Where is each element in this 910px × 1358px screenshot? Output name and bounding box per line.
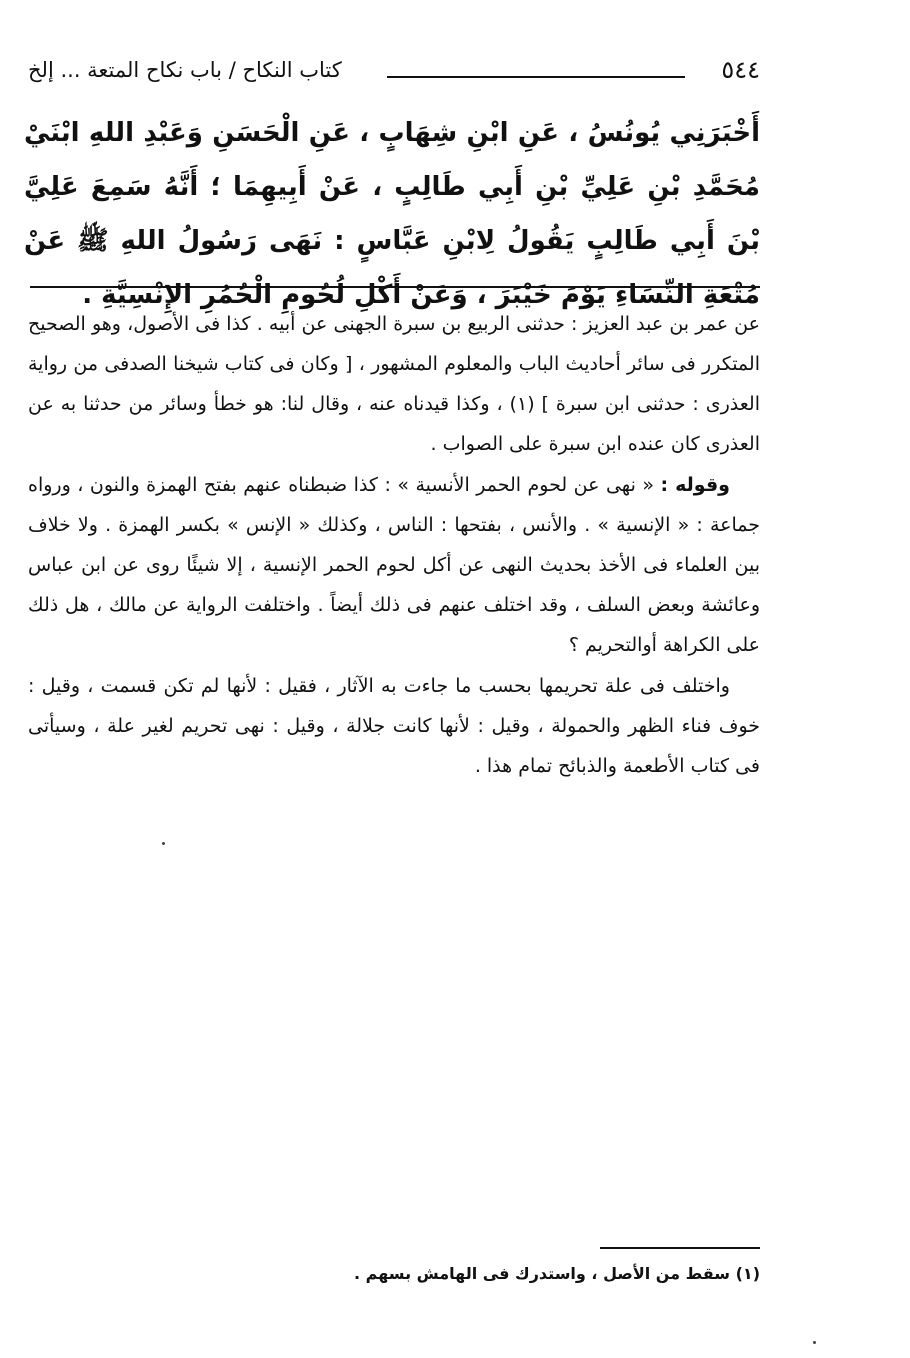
running-header — [28, 52, 760, 92]
commentary-paragraph-2 — [28, 465, 760, 665]
footnote: (١) سقط من الأصل ، واستدرك فى الهامش بسهم . — [354, 1264, 760, 1283]
commentary-paragraph-3: واختلف فى علة تحريمها بحسب ما جاءت به الآثار ، فقيل : لأنها لم تكن قسمت ، وقيل : خوف فناء الظهر والحمولة ، وقيل : لأنها كانت جلالة ، وقيل : نهى تحريم لغير علة ، وسيأتى فى كتاب الأطعمة والذبائح تمام هذا . — [28, 675, 760, 777]
scan-speck — [162, 842, 165, 845]
commentary-lead: وقوله : — [660, 474, 730, 496]
commentary-paragraph-2-body: « نهى عن لحوم الحمر الأنسية » : كذا ضبطناه عنهم بفتح الهمزة والنون ، ورواه جماعة : « الإنسية » . والأنس ، بفتحها : الناس ، وكذلك « الإنس » بكسر الهمزة . ولا خلاف بين العلماء فى الأخذ بحديث النهى عن أكل لحوم الحمر الإنسية ، إلا شيئًا روى عن ابن عباس وعائشة وبعض السلف ، وقد اختلف عنهم فى ذلك أيضاً . واختلفت الرواية عن مالك ، هل ذلك على الكراهة أوالتحريم ؟ — [28, 474, 760, 656]
commentary — [28, 304, 760, 786]
scan-speck — [813, 1341, 816, 1344]
footnote-divider — [600, 1247, 760, 1249]
hadith-text: أَخْبَرَنِي يُونُسُ ، عَنِ ابْنِ شِهَابٍ ، عَنِ الْحَسَنِ وَعَبْدِ اللهِ ابْنَيْ مُحَمَّدِ بْنِ عَلِيِّ بْنِ أَبِي طَالِبٍ ، عَنْ أَبِيهِمَا ؛ أَنَّهُ سَمِعَ عَلِيَّ بْنَ أَبِي طَالِبٍ يَقُولُ لِابْنِ عَبَّاسٍ : نَهَى رَسُولُ اللهِ ﷺ عَنْ مُتْعَةِ النِّسَاءِ يَوْمَ خَيْبَرَ ، وَعَنْ أَكْلِ لُحُومِ الْحُمُرِ الإِنْسِيَّةِ . — [24, 118, 760, 310]
running-title: كتاب النكاح / باب نكاح المتعة ... إلخ — [28, 58, 342, 82]
page-number: ٥٤٤ — [721, 56, 760, 84]
section-divider — [30, 286, 760, 288]
commentary-paragraph-1: عن عمر بن عبد العزيز : حدثنى الربيع بن سبرة الجهنى عن أبيه . كذا فى الأصول، وهو الصحيح المتكرر فى سائر أحاديث الباب والمعلوم المشهور ، [ وكان فى كتاب شيخنا الصدفى من رواية العذرى : حدثنى ابن سبرة ] (١) ، وكذا قيدناه عنه ، وقال لنا: هو خطأ وسائر من حدثنا به عن العذرى كان عنده ابن سبرة على الصواب . — [28, 313, 760, 455]
header-rule — [387, 76, 685, 78]
